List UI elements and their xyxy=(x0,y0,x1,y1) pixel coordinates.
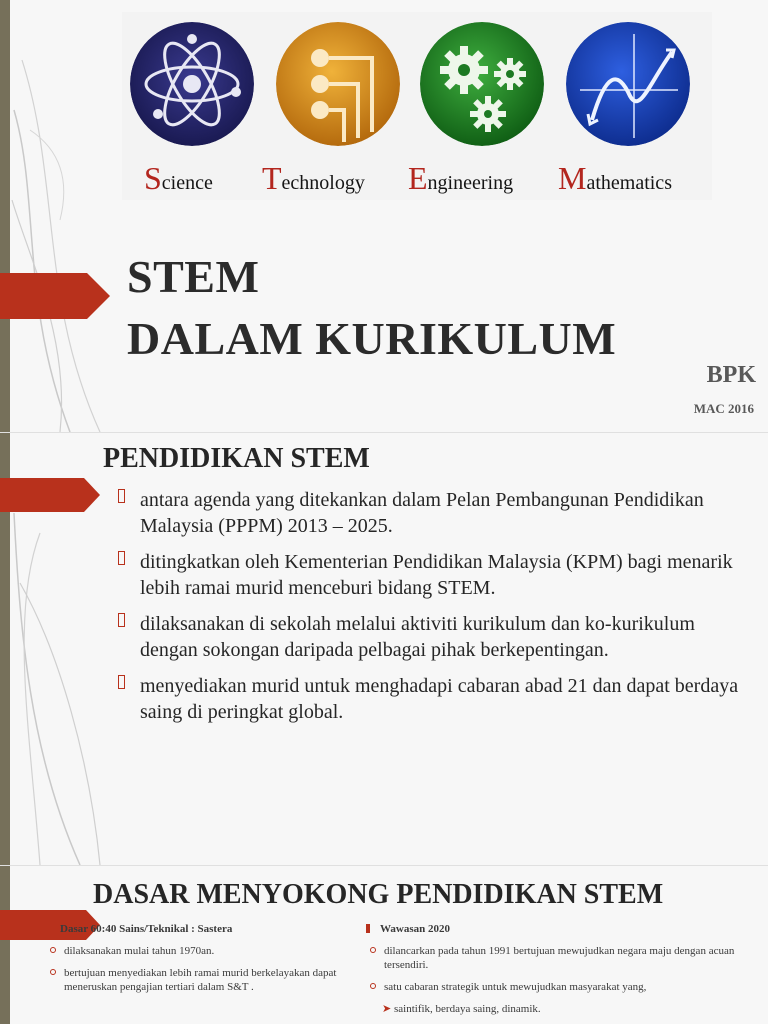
word-science: Science xyxy=(144,160,213,196)
pendidikan-stem-slide xyxy=(0,433,768,865)
slide-edge-bar xyxy=(0,866,10,1024)
circuit-icon xyxy=(276,22,400,146)
circle-bullet-icon xyxy=(370,983,376,989)
arrow-bullet-icon: ➤ xyxy=(382,1003,392,1015)
date-label: MAC 2016 xyxy=(693,401,754,416)
section-heading: DASAR MENYOKONG PENDIDIKAN STEM xyxy=(93,879,664,910)
list-item: bertujuan menyediakan lebih ramai murid berkelayakan dapat meneruskan pengajian tertiari dalam S&T . xyxy=(46,966,376,994)
column-title: Dasar 60:40 Sains/Teknikal : Sastera xyxy=(60,923,233,935)
column-title: Wawasan 2020 xyxy=(366,922,758,936)
red-arrow-tab xyxy=(0,478,100,512)
title-line-1: STEM xyxy=(127,251,260,302)
atom-icon xyxy=(130,22,254,146)
bullet-marker-icon xyxy=(118,613,125,627)
sub-item: ➤ saintifik, berdaya saing, dinamik. xyxy=(382,1003,541,1015)
right-column xyxy=(366,922,758,1016)
word-engineering: Engineering xyxy=(408,160,514,196)
list-item: menyediakan murid untuk menghadapi cabaran abad 21 dan dapat berdaya saing di peringkat global. xyxy=(118,673,748,725)
circle-bullet-icon xyxy=(50,969,56,975)
dasar-slide xyxy=(0,866,768,1024)
list-item: ditingkatkan oleh Kementerian Pendidikan Malaysia (KPM) bagi menarik lebih ramai murid menceburi bidang STEM. xyxy=(118,549,748,601)
list-item: dilaksanakan mulai tahun 1970an. xyxy=(46,944,376,958)
left-column xyxy=(46,922,376,1002)
title-slide xyxy=(0,0,768,432)
graph-icon xyxy=(566,22,690,146)
word-mathematics: Mathematics xyxy=(558,160,672,196)
bullet-marker-icon xyxy=(118,675,125,689)
list-item: dilaksanakan di sekolah melalui aktiviti kurikulum dan ko-kurikulum dengan sokongan daripada pelbagai pihak berkepentingan. xyxy=(118,611,748,663)
bullet-marker-icon xyxy=(118,489,125,503)
word-technology: Technology xyxy=(262,160,365,196)
title-line-2: DALAM KURIKULUM xyxy=(127,313,617,364)
slide-title xyxy=(127,246,616,370)
list-item: dilancarkan pada tahun 1991 bertujuan mewujudkan negara maju dengan acuan tersendiri. xyxy=(366,944,758,972)
bullet-marker-icon xyxy=(118,551,125,565)
list-item: antara agenda yang ditekankan dalam Pelan Pembangunan Pendidikan Malaysia (PPPM) 2013 – 2025. xyxy=(118,487,748,539)
vine-decoration xyxy=(0,0,120,432)
square-bullet-icon xyxy=(366,924,370,933)
list-item: satu cabaran strategik untuk mewujudkan masyarakat yang, xyxy=(366,980,758,994)
stem-banner xyxy=(122,12,712,200)
bullet-list xyxy=(118,487,748,735)
gears-icon xyxy=(420,22,544,146)
red-arrow-tab xyxy=(0,273,110,319)
circle-bullet-icon xyxy=(50,947,56,953)
section-heading: PENDIDIKAN STEM xyxy=(103,443,370,474)
author-label: BPK xyxy=(706,362,756,388)
circle-bullet-icon xyxy=(370,947,376,953)
